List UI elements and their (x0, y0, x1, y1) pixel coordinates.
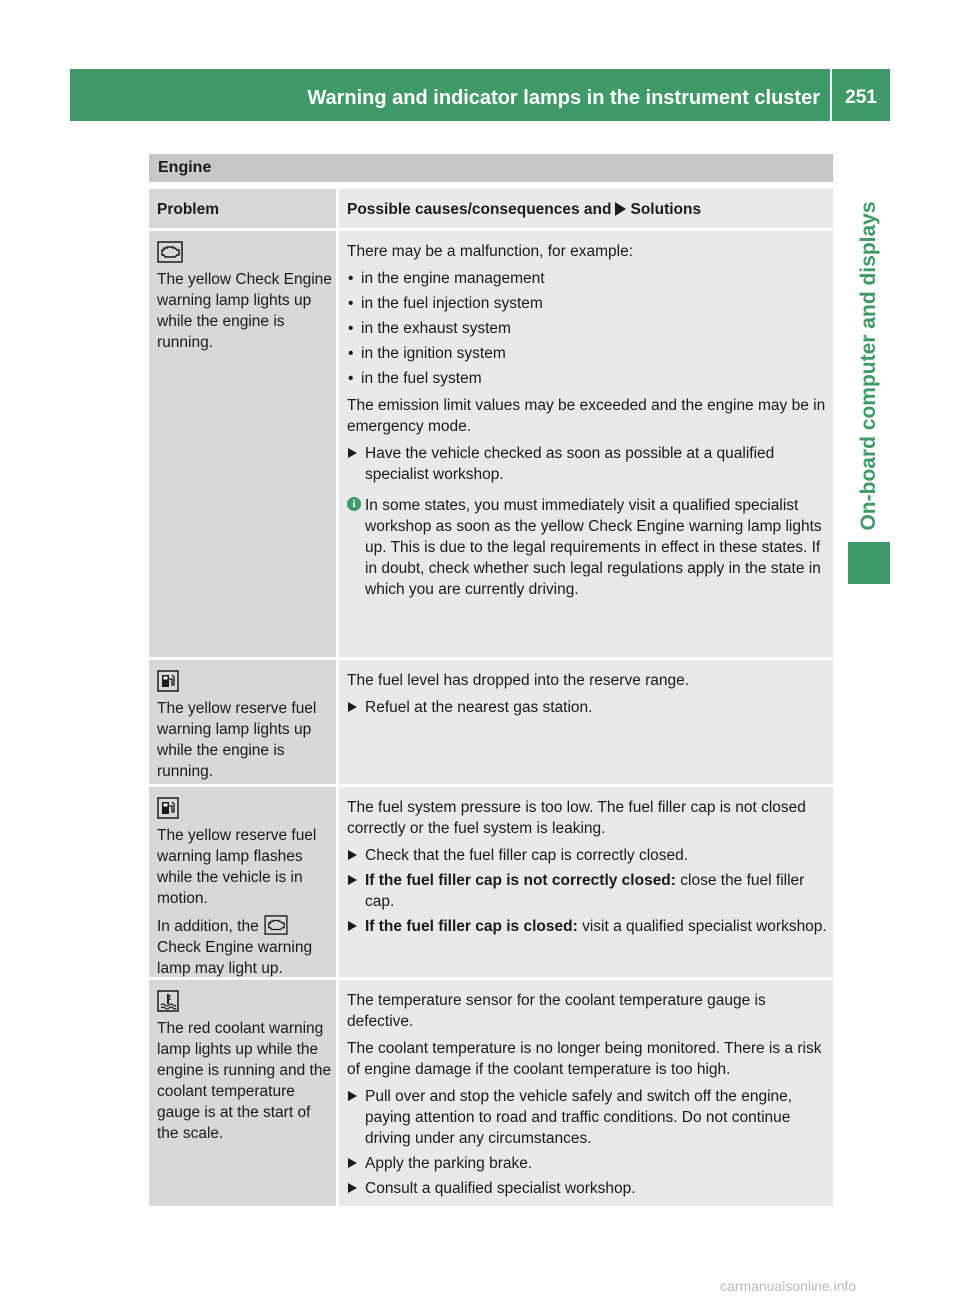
section-heading (149, 154, 833, 182)
warning-lamp-table (149, 189, 833, 1206)
problem-text: The yellow reserve fuel warning lamp flashes while the vehicle is in motion. (157, 827, 317, 907)
action-item: Apply the parking brake. (347, 1153, 827, 1174)
page-number: 251 (845, 87, 877, 108)
action-item: Have the vehicle checked as soon as possible at a qualified specialist workshop. (347, 443, 827, 485)
action-item: If the fuel filler cap is closed: visit a qualified specialist workshop. (347, 916, 827, 937)
solution-cell (339, 980, 833, 1206)
column-header-solutions: Possible causes/consequences and Solutions (339, 189, 833, 228)
table-row (149, 977, 833, 1206)
list-item: • in the fuel injection system (347, 293, 827, 314)
column-header-problem: Problem (149, 189, 336, 228)
check-engine-icon (263, 915, 289, 935)
running-header (70, 69, 890, 121)
cause-intro: There may be a malfunction, for example: (347, 243, 634, 260)
table-row (149, 228, 833, 657)
list-item: • in the ignition system (347, 343, 827, 364)
check-engine-icon (157, 241, 183, 263)
info-icon: i (347, 497, 361, 511)
chapter-tab-marker (848, 542, 890, 584)
action-item: Refuel at the nearest gas station. (347, 697, 827, 718)
consequence-text: The coolant temperature is no longer being monitored. There is a risk of engine damage if the coolant temperature is too high. (347, 1040, 822, 1078)
table-row (149, 784, 833, 977)
problem-text: The yellow Check Engine warning lamp lights up while the engine is running. (157, 271, 332, 351)
problem-cell (149, 660, 336, 784)
action-item: Pull over and stop the vehicle safely and switch off the engine, paying attention to road and traffic conditions. Do not continue driving under any circumstances. (347, 1086, 827, 1149)
action-list (347, 845, 827, 937)
watermark: carmanualsonline.info (720, 1278, 857, 1294)
problem-extra: In addition, the Check Engine warning lamp may light up. (157, 915, 332, 979)
list-item: • in the engine management (347, 268, 827, 289)
cause-list (347, 268, 827, 389)
problem-cell (149, 980, 336, 1206)
fuel-pump-icon (157, 670, 179, 692)
coolant-temperature-icon (157, 990, 179, 1012)
action-item: If the fuel filler cap is not correctly closed: close the fuel filler cap. (347, 870, 827, 912)
action-item: Consult a qualified specialist workshop. (347, 1178, 827, 1199)
cause-text: The fuel system pressure is too low. The fuel filler cap is not closed correctly or the fuel system is leaking. (347, 799, 806, 837)
action-arrow-icon (615, 202, 626, 216)
problem-text: The yellow reserve fuel warning lamp lights up while the engine is running. (157, 700, 317, 780)
chapter-label: On-board computer and displays (857, 201, 880, 531)
table-header-row (149, 189, 833, 228)
chapter-sidebar (848, 150, 890, 582)
header-title: Warning and indicator lamps in the instrument cluster (307, 87, 820, 109)
problem-cell (149, 787, 336, 977)
action-list (347, 1086, 827, 1199)
problem-cell (149, 231, 336, 657)
action-list (347, 443, 827, 485)
solution-cell (339, 787, 833, 977)
problem-text: The red coolant warning lamp lights up while the engine is running and the coolant temperature gauge is at the start of the scale. (157, 1020, 332, 1142)
action-list (347, 697, 827, 718)
action-item: Check that the fuel filler cap is correctly closed. (347, 845, 827, 866)
solution-cell (339, 231, 833, 657)
fuel-pump-icon (157, 797, 179, 819)
list-item: • in the fuel system (347, 368, 827, 389)
consequence-text: The emission limit values may be exceeded and the engine may be in emergency mode. (347, 397, 826, 435)
cause-text: The fuel level has dropped into the reserve range. (347, 672, 690, 689)
solution-cell (339, 660, 833, 784)
section-title: Engine (158, 159, 212, 176)
info-note (347, 495, 827, 600)
list-item: • in the exhaust system (347, 318, 827, 339)
info-text: In some states, you must immediately visit a qualified specialist workshop as soon as the yellow Check Engine warning lamp lights up. This is due to the legal requirements in effect in these states. If in doubt, check whether such legal regulations apply in the state in which you are currently driving. (365, 497, 822, 598)
table-row (149, 657, 833, 784)
cause-text: The temperature sensor for the coolant temperature gauge is defective. (347, 992, 766, 1030)
header-divider (830, 69, 832, 121)
